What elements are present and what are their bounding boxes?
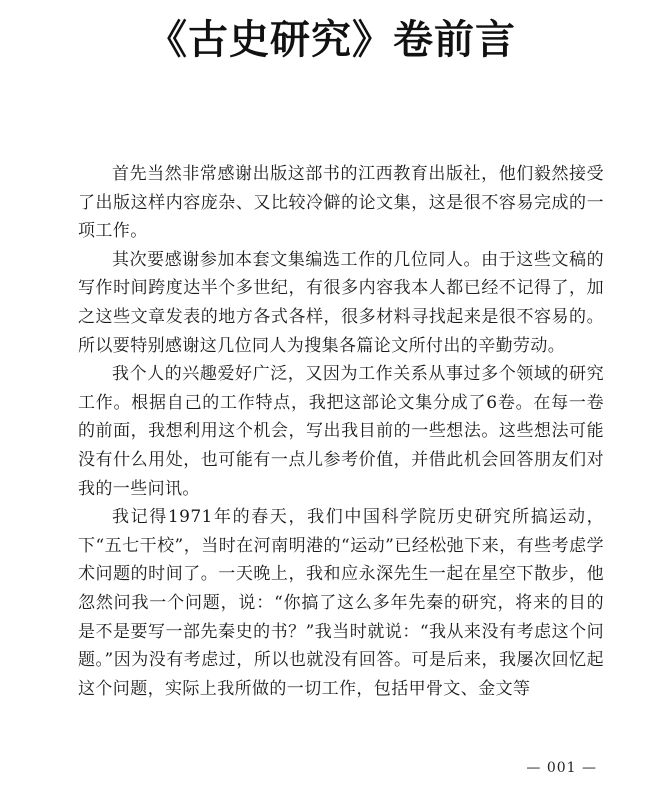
paragraph-1: 首先当然非常感谢出版这部书的江西教育出版社，他们毅然接受了出版这样内容庞杂、又比较冷僻的论文集，这是很不容易完成的一项工作。 (78, 164, 604, 242)
paragraph-4: 我记得1971年的春天，我们中国科学院历史研究所搞运动，下“五七干校”，当时在河南明港的“运动”已经松弛下来，有些考虑学术问题的时间了。一天晚上，我和应永深先生一起在星空下散步，他忽然问我一个问题，说：“你搞了这么多年先秦的研究，将来的目的是不是要写一部先秦史的书？”我当时就说：“我从来没有考虑这个问题。”因为没有考虑过，所以也就没有回答。可是后来，我屡次回忆起这个问题，实际上我所做的一切工作，包括甲骨文、金文等 (78, 507, 604, 699)
paragraph-2: 其次要感谢参加本套文集编选工作的几位同人。由于这些文稿的写作时间跨度达半个多世纪，有很多内容我本人都已经不记得了，加之这些文章发表的地方各式各样，很多材料寻找起来是很不容易的。所以要特别感谢这几位同人为搜集各篇论文所付出的辛勤劳动。 (78, 249, 604, 356)
body-text (78, 160, 604, 703)
page-title: 《古史研究》卷前言 (147, 16, 516, 63)
paragraph-3: 我个人的兴趣爱好广泛，又因为工作关系从事过多个领域的研究工作。根据自己的工作特点，我把这部论文集分成了6卷。在每一卷的前面，我想利用这个机会，写出我目前的一些想法。这些想法可能没有什么用处，也可能有一点儿参考价值，并借此机会回答朋友们对我的一些问讯。 (78, 364, 604, 499)
page-number: — 001 — (526, 760, 597, 776)
